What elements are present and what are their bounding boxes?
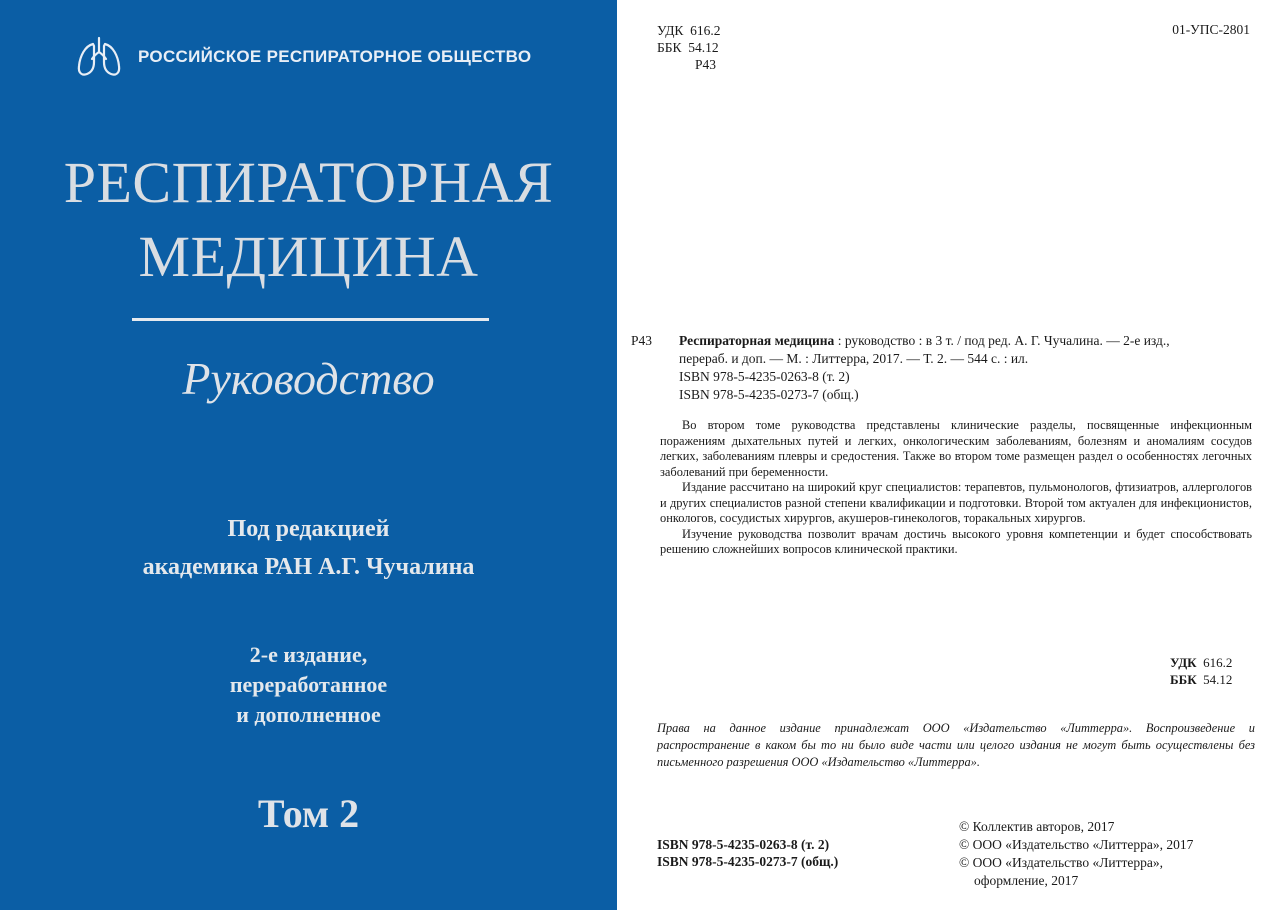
book-cover xyxy=(0,0,617,910)
biblio-code: Р43 xyxy=(631,333,653,348)
udk-label-mid: УДК xyxy=(1170,655,1197,670)
imprint-page xyxy=(617,0,1280,910)
bbk-value-mid: 54.12 xyxy=(1203,672,1233,687)
bbk-label: ББК xyxy=(657,40,682,55)
edition-info xyxy=(0,640,617,730)
editor-line-2: академика РАН А.Г. Чучалина xyxy=(142,554,475,580)
lungs-icon xyxy=(76,36,122,78)
biblio-title: Респираторная медицина xyxy=(679,333,835,348)
author-mark: Р43 xyxy=(695,57,717,72)
isbn-block xyxy=(657,836,838,870)
biblio-description xyxy=(679,332,1261,368)
annotation-paragraph-2: Издание рассчитано на широкий круг специалистов: терапевтов, пульмонологов, фтизиатров, аллергологов и других специалистов разной степени квалификации и подготовки. Второй том актуален для инфекционистов, онкологов, сосудистых хирургов, акушеров-гинекологов, торакальных хирургов. xyxy=(660,480,1252,525)
udk-label: УДК xyxy=(657,23,684,38)
book-title-line-1: РЕСПИРАТОРНАЯ xyxy=(63,150,554,215)
society-name: РОССИЙСКОЕ РЕСПИРАТОРНОЕ ОБЩЕСТВО xyxy=(138,47,532,66)
bbk-value: 54.12 xyxy=(688,40,719,55)
copyright-3-cont: оформление, 2017 xyxy=(974,873,1079,888)
document-code: 01-УПС-2801 xyxy=(1172,22,1250,37)
annotation xyxy=(660,418,1252,558)
title-divider xyxy=(132,318,489,321)
biblio-isbn-2: ISBN 978-5-4235-0273-7 (общ.) xyxy=(679,387,859,402)
copyright-block xyxy=(959,818,1193,890)
copyright-1: © Коллектив авторов, 2017 xyxy=(959,819,1115,834)
bbk-row xyxy=(657,39,721,56)
rights-notice: Права на данное издание принадлежат ООО «Издательство «Литтерра». Воспроизведение и распространение в каком бы то ни было виде части или целого издания не могут быть осуществлены без письменного разрешения ООО «Издательство «Литтерра». xyxy=(657,721,1255,769)
udk-row xyxy=(657,22,721,39)
isbn-bottom-2: ISBN 978-5-4235-0273-7 (общ.) xyxy=(657,854,839,869)
biblio-line-2: перераб. и доп. — М. : Литтерра, 2017. — Т. 2. — 544 с. : ил. xyxy=(679,351,1029,366)
editor-line-1: Под редакцией xyxy=(227,516,390,542)
edition-line-3: и дополненное xyxy=(236,702,381,727)
copyright-3: © ООО «Издательство «Литтерра», xyxy=(959,855,1163,870)
society-header xyxy=(76,36,531,78)
edition-line-2: переработанное xyxy=(229,672,388,697)
classification-codes-top xyxy=(657,22,721,73)
bbk-row-mid xyxy=(1170,671,1232,688)
isbn-bottom-1: ISBN 978-5-4235-0263-8 (т. 2) xyxy=(657,837,830,852)
book-title-line-2: МЕДИЦИНА xyxy=(138,224,479,289)
copyright-2: © ООО «Издательство «Литтерра», 2017 xyxy=(959,837,1194,852)
udk-value-mid: 616.2 xyxy=(1203,655,1233,670)
udk-row-mid xyxy=(1170,654,1232,671)
biblio-line-1: : руководство : в 3 т. / под ред. А. Г. Чучалина. — 2-е изд., xyxy=(834,333,1170,348)
volume-number: Том 2 xyxy=(257,791,360,836)
book-subtitle: Руководство xyxy=(182,353,435,404)
udk-value: 616.2 xyxy=(690,23,721,38)
bbk-label-mid: ББК xyxy=(1170,672,1197,687)
biblio-isbn-1: ISBN 978-5-4235-0263-8 (т. 2) xyxy=(679,369,850,384)
bibliographic-record xyxy=(631,332,1261,404)
editor-credit xyxy=(0,510,617,586)
book-title xyxy=(0,146,617,294)
classification-codes-mid xyxy=(1170,654,1232,688)
annotation-paragraph-1: Во втором томе руководства представлены клинические разделы, посвященные инфекционным поражениям дыхательных путей и легких, онкологическим заболеваниям, болезням и аномалиям сосудов легких, заболеваниям плевры и средостения. Также во втором томе размещен раздел о особенностях легочных заболеваний при беременности. xyxy=(660,418,1252,479)
edition-line-1: 2-е издание, xyxy=(249,642,368,667)
annotation-paragraph-3: Изучение руководства позволит врачам достичь высокого уровня компетенции и будет способствовать решению сложнейших вопросов клинической практики. xyxy=(660,526,1252,556)
